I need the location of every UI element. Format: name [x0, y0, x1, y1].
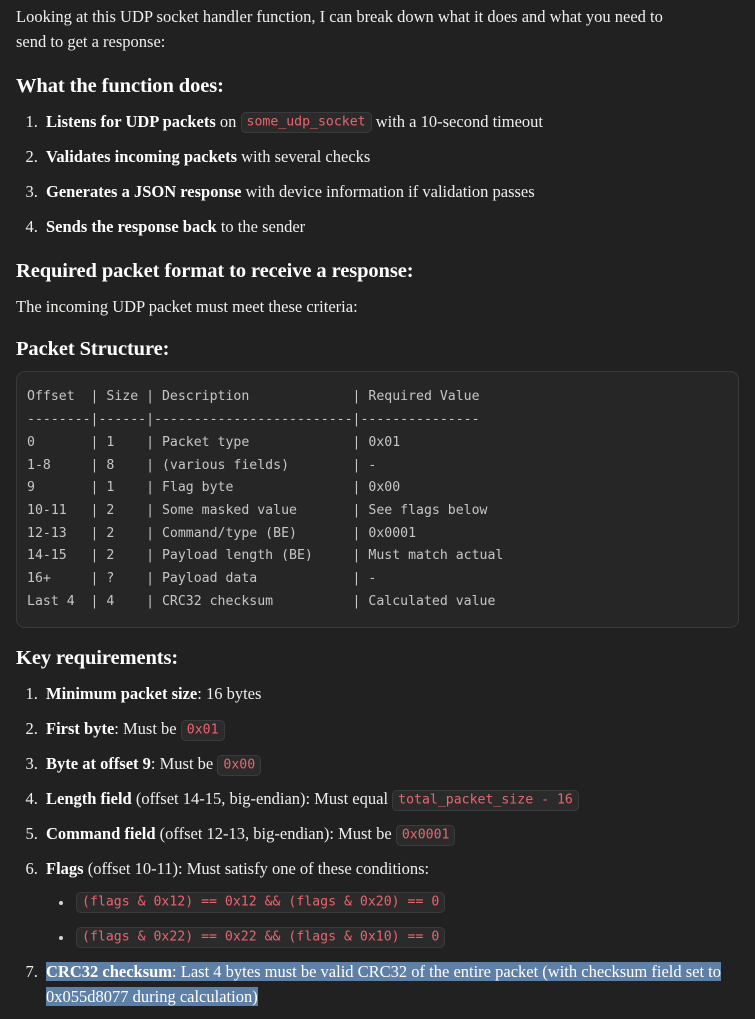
list-item: 4. Sends the response back to the sender — [42, 214, 739, 239]
requirement-label: Command field — [46, 824, 156, 844]
list-item: 1. Listens for UDP packets on some_udp_socket with a 10-second timeout — [42, 109, 739, 134]
flag-condition-item — [74, 924, 739, 949]
list-item-label: Listens for UDP packets — [46, 111, 216, 131]
key-requirements-list — [16, 681, 739, 1009]
packet-criteria-paragraph: The incoming UDP packet must meet these criteria: — [16, 296, 358, 316]
code-line: --------|------|-------------------------|--------------- — [27, 412, 480, 428]
code-line: 10-11 | 2 | Some masked value | See flags below — [27, 502, 488, 518]
list-item: 2. First byte: Must be 0x01 — [42, 716, 739, 741]
code-line: Offset | Size | Description | Required Value — [27, 389, 480, 405]
heading-what-the-function-does: What the function does: — [16, 75, 224, 98]
inline-code[interactable]: total_packet_size - 16 — [392, 790, 579, 811]
inline-code[interactable]: 0x00 — [217, 755, 261, 776]
list-item: 4. Length field (offset 14-15, big-endian): Must equal total_packet_size - 16 — [42, 786, 739, 811]
requirement-crc32 — [42, 959, 739, 1009]
requirement-label: Flags — [46, 859, 84, 879]
function-behavior-list — [16, 109, 739, 239]
list-item: 2. Validates incoming packets with several checks — [42, 144, 739, 169]
list-item-label: Sends the response back — [46, 217, 217, 237]
list-item: 6. Flags (offset 10-11): Must satisfy one of these conditions: • (flags & 0x12) == 0x12 && (flags & 0x20) == 0 • (flags & 0x22) == 0x22 && (flags & 0x10) == 0 — [42, 856, 739, 948]
code-line: 16+ | ? | Payload data | - — [27, 571, 377, 587]
heading-required-packet-format: Required packet format to receive a response: — [16, 260, 414, 283]
flag-conditions-list — [46, 889, 739, 949]
code-line: 9 | 1 | Flag byte | 0x00 — [27, 480, 401, 496]
list-item: 5. Command field (offset 12-13, big-endian): Must be 0x0001 — [42, 821, 739, 846]
list-item: 3. Byte at offset 9: Must be 0x00 — [42, 751, 739, 776]
heading-packet-structure: Packet Structure: — [16, 337, 170, 360]
requirement-label: Length field — [46, 789, 132, 809]
requirement-label: CRC32 checksum — [46, 961, 173, 981]
requirement-label: Minimum packet size — [46, 684, 198, 704]
flag-condition-item — [74, 889, 739, 914]
intro-paragraph: Looking at this UDP socket handler function, I can break down what it does and what you need to send to get a response: — [16, 7, 663, 52]
code-line: 1-8 | 8 | (various fields) | - — [27, 457, 377, 473]
code-line: 0 | 1 | Packet type | 0x01 — [27, 434, 401, 450]
inline-code[interactable]: (flags & 0x22) == 0x22 && (flags & 0x10) == 0 — [76, 927, 445, 948]
list-item: 1. Minimum packet size: 16 bytes — [42, 681, 739, 706]
list-item: 3. Generates a JSON response with device information if validation passes — [42, 179, 739, 204]
inline-code[interactable]: 0x01 — [181, 720, 225, 741]
inline-code[interactable]: 0x0001 — [396, 825, 456, 846]
list-item-label: Validates incoming packets — [46, 146, 237, 166]
code-line: 14-15 | 2 | Payload length (BE) | Must match actual — [27, 548, 504, 564]
inline-code[interactable]: some_udp_socket — [241, 112, 372, 133]
list-item-label: Generates a JSON response — [46, 181, 242, 201]
inline-code[interactable]: (flags & 0x12) == 0x12 && (flags & 0x20) == 0 — [76, 892, 445, 913]
heading-key-requirements: Key requirements: — [16, 647, 179, 670]
packet-structure-code-block[interactable] — [16, 371, 739, 628]
requirement-label: First byte — [46, 719, 115, 739]
code-line: Last 4 | 4 | CRC32 checksum | Calculated value — [27, 593, 496, 609]
selected-text: CRC32 checksum: Last 4 bytes must be valid CRC32 of the entire packet (with checksum field set to 0x055d8077 during calculation) — [46, 961, 722, 1006]
requirement-label: Byte at offset 9 — [46, 754, 151, 774]
code-line: 12-13 | 2 | Command/type (BE) | 0x0001 — [27, 525, 417, 541]
